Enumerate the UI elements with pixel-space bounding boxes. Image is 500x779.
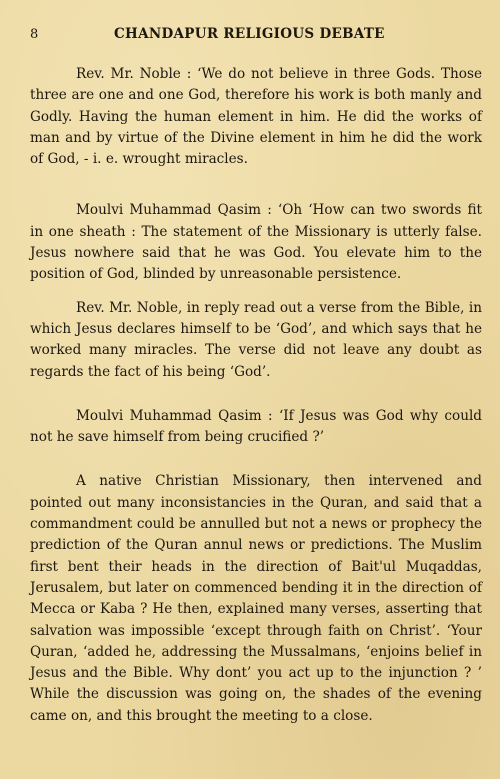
paragraph-noble-statement: Rev. Mr. Noble : ‘We do not believe in three Gods. Those three are one and one God, therefore his work is both manly and Godly. Having the human element in him. He did the works of man and by virtue of the Divine element in him he did the work of God, - i. e. wrought miracles. bbox=[30, 66, 482, 168]
running-header bbox=[30, 26, 482, 50]
paragraph-qasim-reply: Moulvi Muhammad Qasim : ‘Oh ‘How can two swords fit in one sheath : The statement of the Missionary is utterly false. Jesus nowhere said that he was God. You elevate him to the position of God, blinded by unreasonable persistence. bbox=[30, 202, 482, 283]
paragraph-native-missionary: A native Christian Missionary, then intervened and pointed out many inconsistancies in the Quran, and said that a commandment could be annulled but not a news or prophecy the prediction of the Quran annul news or predictions. The Muslim first bent their heads in the direction of Bait'ul Muqaddas, Jerusalem, but later on commenced bending it in the direction of Mecca or Kaba ? He then, explained many verses, asserting that salvation was impossible ‘except through faith on Christ’. ‘Your Quran, ‘added he, addressing the Mussalmans, ‘enjoins belief in Jesus and the Bible. Why dont’ you act up to the injunction ? ’ While the discussion was going on, the shades of the evening came on, and this brought the meeting to a close. bbox=[30, 473, 482, 724]
body-text bbox=[30, 64, 482, 727]
paragraph-qasim-question: Moulvi Muhammad Qasim : ‘If Jesus was God why could not he save himself from being crucified ?’ bbox=[30, 407, 482, 446]
page-number: 8 bbox=[30, 27, 39, 42]
paragraph-noble-verse: Rev. Mr. Noble, in reply read out a verse from the Bible, in which Jesus declares himself to be ‘God’, and which says that he worked many miracles. The verse did not leave any doubt as regards the fact of his being ‘God’. bbox=[30, 299, 482, 380]
running-title: CHANDAPUR RELIGIOUS DEBATE bbox=[114, 26, 385, 42]
